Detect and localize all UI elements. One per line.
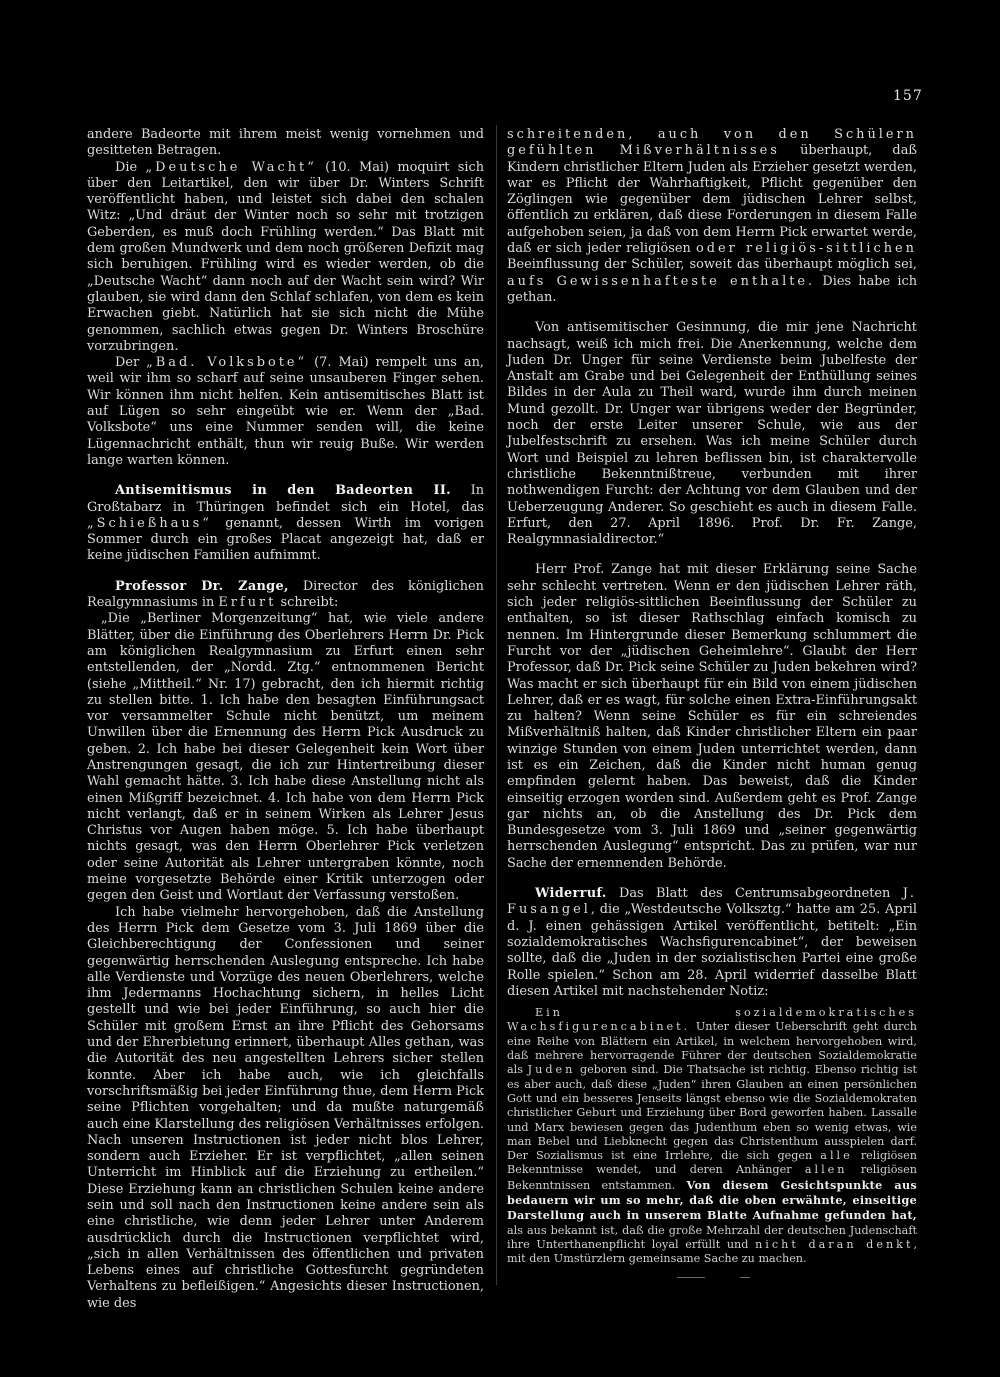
paragraph (87, 160, 484, 356)
newspaper-name: „Bad. Volksbote“ (146, 355, 308, 371)
hotel-name: „Schießhaus“ (87, 515, 212, 531)
text-run: , die „Westdeutsche Volksztg.“ hatte am 25. April d. J. einen gehässigen Artikel veröffentlicht, betitelt: „Ein sozialdemokratisches Wachsfigurencabinet“, der beweisen sollte, daß die „Juden in der sozialistischen Partei eine große Rolle spielen.“ Schon am 28. April widerrief dasselbe Blatt diesen Artikel mit nachstehender Notiz: (507, 902, 917, 999)
text-run: Director des königlichen Realgymnasiums in (87, 578, 484, 611)
text-run: Beeinflussung der Schüler, soweit das überhaupt möglich sei, (507, 257, 917, 273)
text-run: schreibt: (276, 595, 339, 611)
paragraph (87, 483, 484, 564)
paragraph (507, 886, 917, 1000)
paragraph: Herr Prof. Zange hat mit dieser Erklärung seine Sache sehr schlecht vertreten. Wenn er den jüdischen Lehrer räth, sich jeder religiös-sittlichen Beeinflussung der Schüler zu enthalten, so ist dieser Rathschlag einfach komisch zu nennen. Im Hintergrunde dieser Bemerkung schlummert die Furcht vor der „jüdischen Geheimlehre“. Glaubt der Herr Professor, daß Dr. Pick seine Schüler zu Juden bekehren wird? Was macht er sich überhaupt für ein Bild von einem jüdischen Lehrer, daß er es wagt, für solche einen Extra-Einführungsakt zu halten? Wenn seine Schüler es für ein schreiendes Mißverhältniß halten, daß Kinder christlicher Eltern ein paar winzige Stunden von einem Juden unterrichtet werden, dann ist es ein Zeichen, daß die Kinder nicht human genug empfinden gelernt haben. Das beweist, daß die Kinder einseitig erzogen worden sind. Außerdem geht es Prof. Zange gar nichts an, ob die Anstellung des Dr. Pick dem Bundesgesetze vom 3. Juli 1869 und „seiner gegenwärtig herrschenden Auslegung“ entspricht. Das zu prüfen, war nur Sache der ernennenden Behörde. (507, 562, 917, 871)
city-name: Erfurt (218, 595, 277, 611)
text-run: als aus bekannt ist, daß die große Mehrzahl der deutschen Judenschaft ihre Unterthanenpflicht loyal erfüllt und (507, 1223, 917, 1251)
footer-rule (677, 1277, 705, 1278)
spacer (507, 306, 917, 320)
spacer (87, 565, 484, 579)
quoted-paragraph: Ich habe vielmehr hervorgehoben, daß die Anstellung des Herrn Pick dem Gesetze vom 3. Juli 1869 über die Gleichberechtigung der Confessionen und seiner gegenwärtig herrschenden Auslegung entspreche. Ich habe alle Verdienste und Vorzüge des neuen Oberlehrers, welche ihm Jedermanns Hochachtung sichern, in helles Licht gestellt und wie bei jeder Einführung, so auch hier die Schüler mit großem Ernst an ihre Pflicht des Gehorsams und der Ehrerbietung erinnert, überhaupt Alles gethan, was die Autorität des neu angestellten Lehrers sicher stellen konnte. Aber ich habe auch, wie ich gleichfalls vorschriftsmäßig bei jeder Einführung thue, dem Herrn Pick seine Pflichten vorgehalten; und da mußte naturgemäß auch eine Klarstellung des religiösen Verhältnisses erfolgen. Nach unseren Instructionen ist jeder nicht blos Lehrer, sondern auch Erzieher. Er ist verpflichtet, „allen seinen Unterricht im Hinblick auf die Erziehung zu ertheilen.“ Diese Erziehung kann an christlichen Schulen keine andere sein und soll nach den Instructionen keine andere sein als eine christliche, wie denn jeder Lehrer unter Anderem ausdrücklich durch die Instructionen verpflichtet wird, „sich in allen Verhältnissen des öffentlichen und privaten Lebens eines auf christliche Gottesfurcht gegründeten Verhaltens zu befleißigen.“ Angesichts dieser Instructionen, wie des (87, 904, 484, 1311)
newspaper-name: „Deutsche Wacht“ (145, 159, 317, 175)
emphasis: Ein sozialdemokratisches Wachsfigurencabinet. (507, 1006, 917, 1034)
text-run: religiösen Bekenntnisse wendet, und deren Anhänger (507, 1149, 917, 1177)
section-heading: Widerruf. (535, 886, 607, 902)
spacer (507, 872, 917, 886)
text-run: genannt, dessen Wirth im vorigen Sommer durch ein großes Placat angezeigt hat, daß er keine jüdischen Familien aufnimmt. (87, 515, 484, 564)
text-run: Dies habe ich gethan. (507, 273, 917, 305)
text-run: Der (115, 355, 147, 371)
text-run: In Großtabarz in Thüringen befindet sich ein Hotel, das (87, 483, 484, 515)
emphasis: Juden (527, 1063, 576, 1077)
section-heading: Antisemitismus in den Badeorten II. (115, 483, 451, 499)
bold-statement: Von diesem Gesichtspunkte aus bedauern wir um so mehr, daß die oben erwähnte, einseitige Darstellung auch in unserem Blatte Aufnahme gefunden hat, (507, 1177, 917, 1223)
section-heading: Professor Dr. Zange, (115, 578, 289, 594)
text-run: geboren sind. Die Thatsache ist richtig. Ebenso richtig ist es aber auch, daß diese „Juden“ ihren Glauben an einen persönlichen Gott und ein besseres Jenseits längst ebenso wie die Sozialdemokraten christlicher Geburt und Erziehung über Bord geworfen haben. Lassalle und Marx bewiesen gegen das Judenthum eben so wenig etwas, wie man Bebel und Liebknecht gegen das Christenthum ausspielen darf. Der Sozialismus ist eine Irrlehre, die sich gegen (507, 1063, 918, 1163)
paragraph: andere Badeorte mit ihrem meist wenig vornehmen und gesitteten Betragen. (87, 127, 484, 159)
spacer (507, 548, 917, 562)
text-run: , mit den Umstürzlern gemeinsame Sache zu machen. (507, 1237, 917, 1266)
emphasis: aufs Gewissenhafteste enthalte. (507, 273, 816, 289)
quoted-notice (507, 1006, 917, 1266)
emphasis: nicht daran denkt (755, 1237, 914, 1251)
text-run: Unter dieser Ueberschrift geht durch eine Reihe von Blättern ein Artikel, in welchem hervorgehoben wird, daß mehrere hervorragende Führer der deutschen Sozialdemokratie als (507, 1020, 917, 1077)
text-run: religiösen Bekenntnissen entstammen. (507, 1163, 917, 1192)
emphasis: alle (820, 1149, 853, 1163)
person-name: J. Fusangel (507, 886, 917, 918)
left-column (87, 127, 484, 1312)
emphasis: schreitenden, auch von den Schülern gefühlten Mißverhältnisses (507, 127, 917, 159)
text-run: Die (115, 159, 146, 175)
text-run: (7. Mai) rempelt uns an, weil wir ihm so scharf auf seine unsauberen Finger sehen. Wir können ihm nicht helfen. Kein antisemitisches Blatt ist auf Lügen so sehr eingeübt wie er. Wenn der „Bad. Volksbote“ uns eine Nummer senden will, die keine Lügennachricht enthält, thun wir reuig Buße. Wir werden lange warten können. (87, 355, 484, 468)
quoted-paragraph: „Die „Berliner Morgenzeitung“ hat, wie viele andere Blätter, über die Einführung des Oberlehrers Herrn Dr. Pick am königlichen Realgymnasium zu Erfurt einen sehr entstellenden, der „Nordd. Ztg.“ entnommenen Bericht (siehe „Mittheil.“ Nr. 17) gebracht, den ich hiermit richtig zu stellen bitte. 1. Ich habe den besagten Einführungsact vor versammelter Schule nicht benützt, um meinem Unwillen über die Ernennung des Herrn Pick Ausdruck zu geben. 2. Ich habe bei dieser Gelegenheit kein Wort über Anstrengungen gesagt, die ich zur Hintertreibung dieser Wahl gemacht hätte. 3. Ich habe diese Anstellung nicht als einen Mißgriff bezeichnet. 4. Ich habe von dem Herrn Pick nicht verlangt, daß er in seinem Wirken als Lehrer Jesus Christus vor Augen haben möge. 5. Ich habe überhaupt nichts gesagt, was den Herrn Oberlehrer Pick verletzen oder seine Autorität als Lehrer untergraben könnte, noch meine vorgesetzte Behörde einer Kritik unterzogen oder gegen den Geist und Wortlaut der Verfassung verstoßen. (87, 611, 484, 904)
emphasis: oder religiös-sittlichen (696, 241, 917, 257)
text-run: überhaupt, daß Kindern christlicher Eltern Juden als Erzieher gesetzt werden, war es Pflicht der Wahrhaftigkeit, Pflicht gegenüber den Zöglingen wie gegenüber dem jüdischen Lehrer selbst, öffentlich zu erklären, daß diese Forderungen in diesem Falle aufgehoben seien, ja daß von dem Herrn Pick erwartet werde, daß er sich jeder religiösen (507, 143, 917, 257)
text-run: Das Blatt des Centrumsabgeordneten (606, 886, 903, 902)
column-divider (496, 125, 497, 1285)
page-number: 157 (893, 88, 923, 104)
paragraph: Von antisemitischer Gesinnung, die mir jene Nachricht nachsagt, weiß ich mich frei. Die Anerkennung, welche dem Juden Dr. Unger für seine Verdienste beim Jubelfeste der Anstalt am Grabe und bei Gelegenheit der Enthüllung seines Bildes in der Aula zu Theil ward, wurde ihm durch meinen Mund gezollt. Dr. Unger war übrigens weder der Begründer, noch der erste Leiter unserer Schule, wie aus der Jubelfestschrift zu ersehen. Was ich meine Schüler durch Wort und Beispiel zu lehren beflissen bin, ist charaktervolle christliche Bekenntnißtreue, verbunden mit ihrer nothwendigen Furcht: der Achtung vor dem Glauben und der Ueberzeugung Anderer. So geschieht es auch in diesem Falle. Erfurt, den 27. April 1896. Prof. Dr. Fr. Zange, Realgymnasialdirector.“ (507, 320, 917, 548)
footer-rule (740, 1277, 750, 1278)
spacer (87, 469, 484, 483)
text-run: (10. Mai) moquirt sich über den Leitartikel, den wir über Dr. Winters Schrift veröffentlicht haben, und leistet sich dabei den schalen Witz: „Und dräut der Winter noch so sehr mit trotzigen Geberden, es muß doch Frühling werden.“ Das Blatt mit dem großen Mundwerk und dem noch größeren Defizit mag sich beruhigen. Frühling wird es wieder werden, ob die „Deutsche Wacht“ dann noch auf der Wacht sein wird? Wir glauben, sie wird dann den Schlaf schlafen, von dem es kein Erwachen giebt. Natürlich hat sie sich nicht die Mühe genommen, sachlich etwas gegen Dr. Winters Broschüre vorzubringen. (87, 159, 484, 354)
right-column (507, 127, 917, 1266)
emphasis: allen (804, 1163, 848, 1177)
paragraph (507, 127, 917, 306)
paragraph (87, 579, 484, 612)
paragraph (87, 355, 484, 469)
